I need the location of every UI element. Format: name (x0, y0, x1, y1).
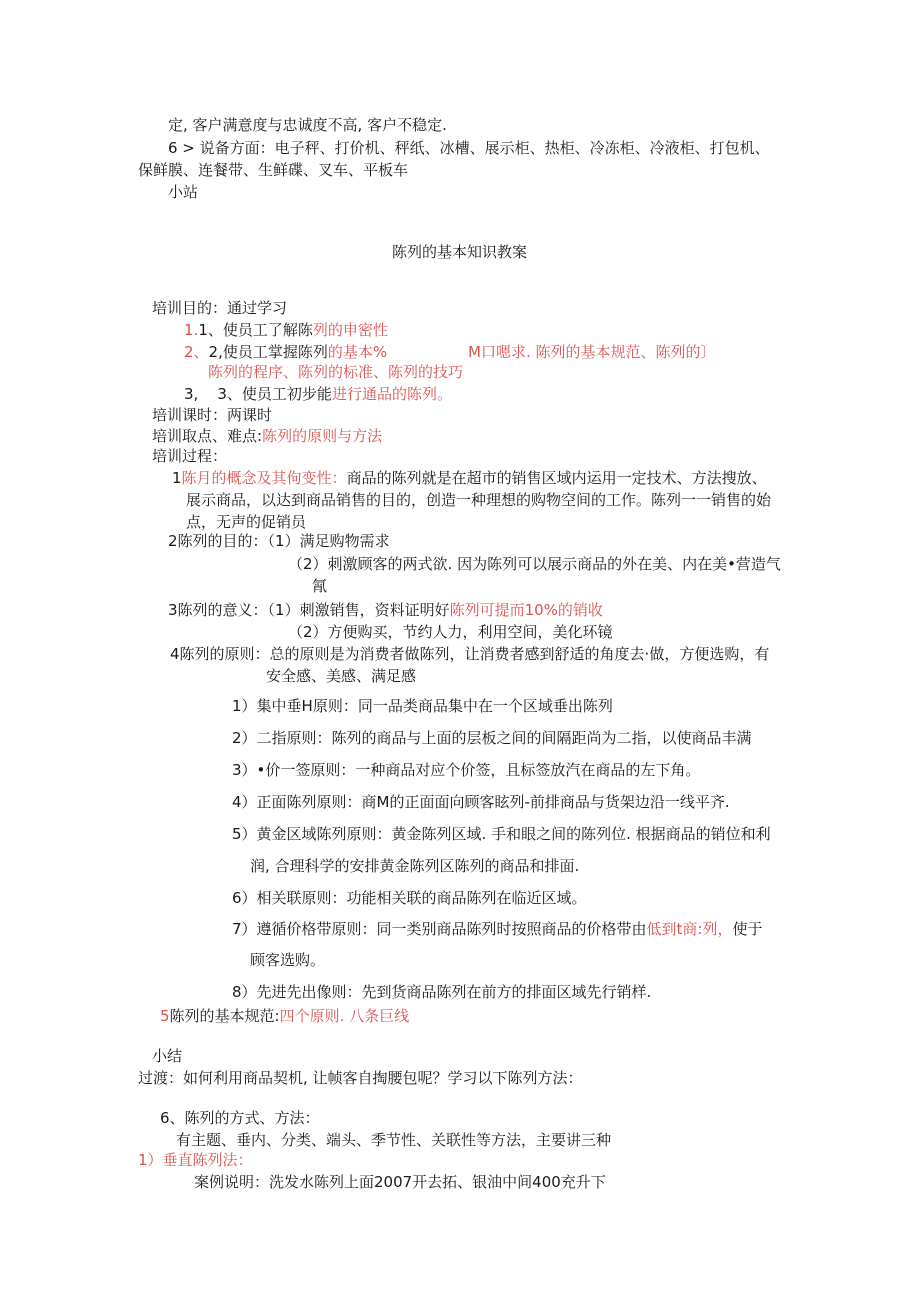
text-line: 6 > 说备方面：电子秤、打价机、秤纸、冰槽、展示柜、热柜、冷冻柜、冷液柜、打包机、 (168, 139, 770, 157)
section-4: 4陈列的原则：总的原则是为消费者做陈列，让消费者感到舒适的角度去·做，方便选购，有 (170, 645, 770, 663)
section-4-line2: 安全感、美感、满足感 (266, 667, 417, 685)
section-2-line3: 㲵 (312, 577, 328, 595)
text-line: 保鲜膜、连餐带、生鲜碟、叉车、平板车 (138, 161, 409, 179)
section-1: 1陈月的概念及其佝变性：商品的陈列就是在超市的销售区域内运用一定技术、方法搜放、 (172, 469, 767, 487)
training-hours: 培训课时：两课时 (152, 406, 273, 424)
rule-5-line2: 润, 合理科学的安排黄金陈列区陈列的商品和排面. (250, 857, 580, 875)
text-line: 定, 客户满意度与忠诚度不高, 客户不稳定. (168, 116, 447, 134)
section-1-line2: 展示商品，以达到商品销售的目的，创造一种理想的购物空间的工作。陈列一一销售的始 (186, 491, 772, 509)
section-1-line3: 点，无声的促销员 (186, 513, 307, 531)
methods-heading: 6、陈列的方式、方法： (160, 1109, 320, 1127)
training-key-points: 培训取点、难点:陈列的原则与方法 (152, 427, 383, 445)
rule-5: 5）黄金区域陈列原则：黄金陈列区域. 手和眼之间的陈列位. 根据商品的销位和利 (232, 825, 771, 843)
summary-heading: 小结 (152, 1047, 183, 1065)
section-5: 5陈列的基本规范:四个原则. 八条巨线 (160, 1007, 410, 1025)
method-1-heading: 1）垂直陈列法： (138, 1151, 253, 1169)
training-process: 培训过程： (152, 447, 228, 465)
methods-line: 有主题、垂内、分类、端头、季节性、关联性等方法，主要讲三种 (176, 1131, 612, 1149)
purpose-item-3: 3, 3、使员工初步能进行通品的陈列。 (184, 385, 452, 403)
rule-2: 2）二指原则：陈列的商品与上面的层板之间的间隔距尚为二指，以使商品丰满 (232, 729, 752, 747)
text-line: 小站 (168, 183, 199, 201)
rule-4: 4）正面陈列原则：商M的正面面向顾客眩列-前排商品与货架边沿一线平齐. (232, 793, 730, 811)
transition-line: 过渡：如何利用商品契机, 让帧客自掏腰包呢？学习以下陈列方法： (138, 1069, 583, 1087)
section-2-line2: （2）刺激顾客的两式欲. 因为陈列可以展示商品的外在美、内在美•营造气 (288, 555, 781, 573)
rule-3: 3）•价一签原则：一种商品对应个价签，且标签放汽在商品的左下角。 (232, 761, 701, 779)
purpose-item-1: 1.1、使员工了解陈列的申密性 (184, 321, 388, 339)
case-line: 案例说明：洗发水陈列上面2007开去拓、银油中间400充升下 (194, 1173, 606, 1191)
rule-1: 1）集中垂H原则：同一品类商品集中在一个区域垂出陈列 (232, 697, 613, 715)
page-title: 陈列的基本知识教案 (392, 243, 528, 261)
training-purpose: 培训目的：通过学习 (152, 299, 288, 317)
section-3-line2: （2）方便购买，节约人力，利用空间，美化环镜 (288, 623, 613, 641)
rule-6: 6）相关联原则：功能相关联的商品陈列在临近区域。 (232, 889, 587, 907)
rule-7: 7）遵循价格带原则：同一类别商品陈列时按照商品的价格带由低到t商:列，使于 (232, 920, 763, 938)
purpose-item-2-cont: M口嗯求. 陈列的基本规范、陈列的〕 (468, 343, 716, 361)
rule-8: 8）先进先出像则：先到货商品陈列在前方的排面区域先行销样. (232, 983, 652, 1001)
rule-7-line2: 顾客选购。 (250, 951, 326, 969)
purpose-item-2-line2: 陈列的程序、陈列的标准、陈列的技巧 (208, 363, 464, 381)
section-2: 2陈列的目的：（1）满足购物需求 (168, 532, 390, 550)
purpose-item-2: 2、2,使员工掌握陈列的基本% (184, 343, 388, 361)
section-3: 3陈列的意义：（1）刺激销售，资料证明好陈列可提而10%的销收 (168, 601, 603, 619)
